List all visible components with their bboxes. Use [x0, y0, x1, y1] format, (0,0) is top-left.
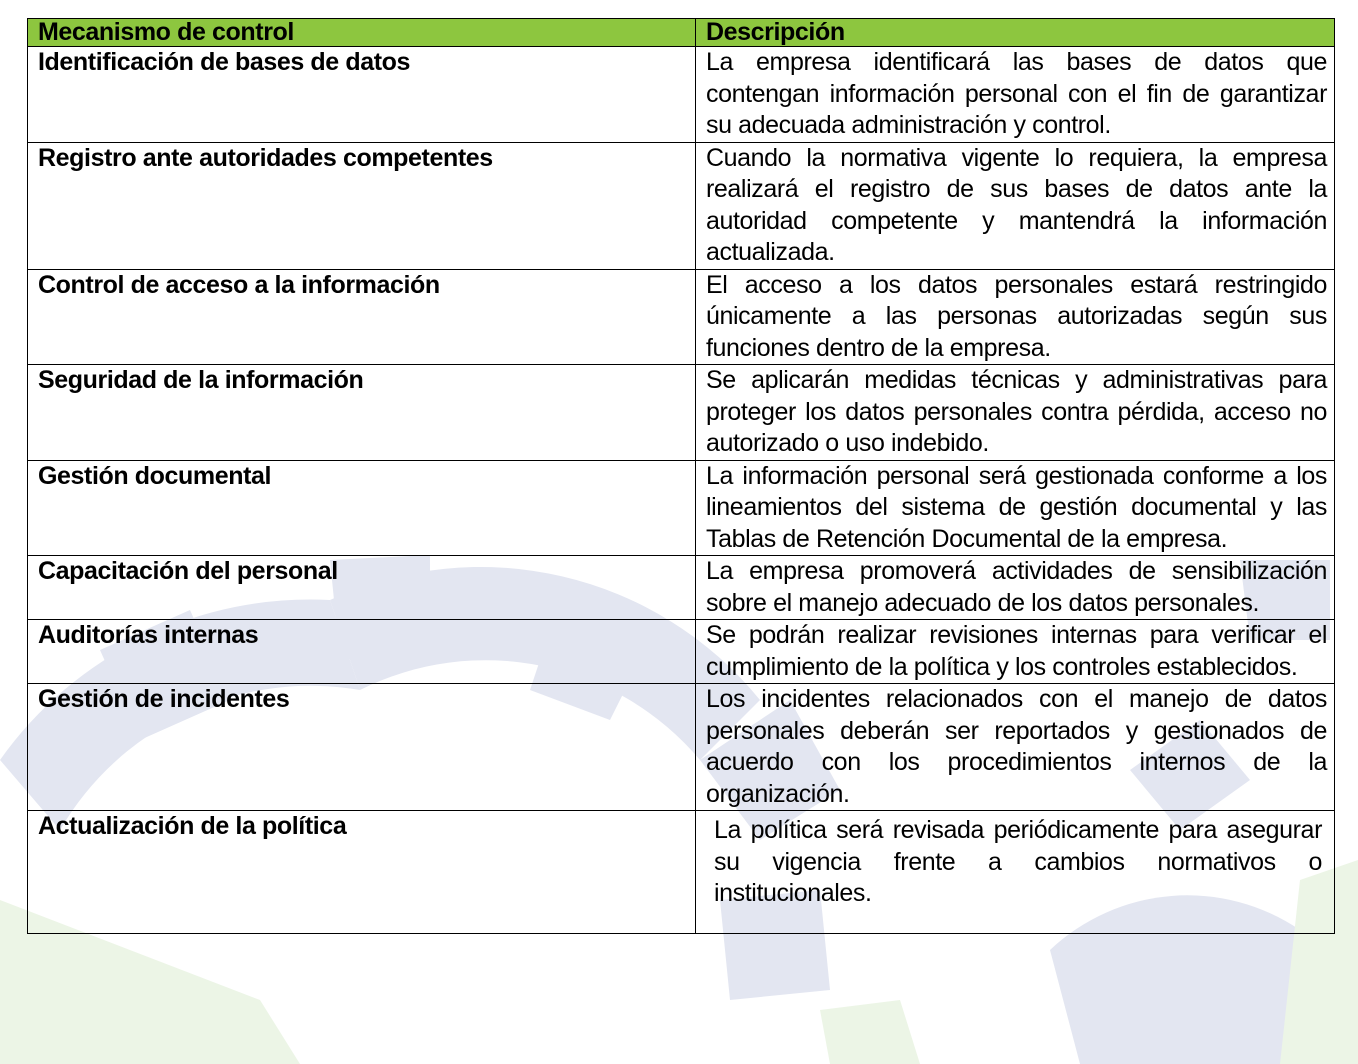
description-cell: La política será revisada periódicamente para asegurar su vigencia frente a cambios normativos o institucionales.	[696, 811, 1335, 934]
mechanism-cell: Registro ante autoridades competentes	[28, 142, 696, 269]
table-row	[28, 620, 1335, 684]
mechanism-cell: Identificación de bases de datos	[28, 47, 696, 143]
table-row	[28, 460, 1335, 556]
mechanism-cell: Gestión documental	[28, 460, 696, 556]
header-description: Descripción	[696, 19, 1335, 47]
description-cell: Los incidentes relacionados con el manejo de datos personales deberán ser reportados y gestionados de acuerdo con los procedimientos internos de la organización.	[696, 684, 1335, 811]
mechanism-cell: Control de acceso a la información	[28, 269, 696, 365]
mechanism-cell: Actualización de la política	[28, 811, 696, 934]
mechanism-cell: Auditorías internas	[28, 620, 696, 684]
table-row	[28, 811, 1335, 934]
table-row	[28, 47, 1335, 143]
description-cell: La información personal será gestionada conforme a los lineamientos del sistema de gestión documental y las Tablas de Retención Documental de la empresa.	[696, 460, 1335, 556]
description-cell: Se podrán realizar revisiones internas para verificar el cumplimiento de la política y los controles establecidos.	[696, 620, 1335, 684]
mechanism-cell: Seguridad de la información	[28, 365, 696, 461]
table-row	[28, 684, 1335, 811]
table-header-row	[28, 19, 1335, 47]
table-row	[28, 142, 1335, 269]
mechanism-cell: Gestión de incidentes	[28, 684, 696, 811]
header-mechanism: Mecanismo de control	[28, 19, 696, 47]
description-cell: Cuando la normativa vigente lo requiera, la empresa realizará el registro de sus bases de datos ante la autoridad competente y mantendrá la información actualizada.	[696, 142, 1335, 269]
description-cell: La empresa promoverá actividades de sensibilización sobre el manejo adecuado de los datos personales.	[696, 556, 1335, 620]
table-row	[28, 269, 1335, 365]
description-cell: El acceso a los datos personales estará restringido únicamente a las personas autorizadas según sus funciones dentro de la empresa.	[696, 269, 1335, 365]
table-row	[28, 365, 1335, 461]
mechanism-cell: Capacitación del personal	[28, 556, 696, 620]
table-row	[28, 556, 1335, 620]
description-cell: La empresa identificará las bases de datos que contengan información personal con el fin de garantizar su adecuada administración y control.	[696, 47, 1335, 143]
control-mechanisms-table	[27, 18, 1335, 934]
description-cell: Se aplicarán medidas técnicas y administrativas para proteger los datos personales contra pérdida, acceso no autorizado o uso indebido.	[696, 365, 1335, 461]
